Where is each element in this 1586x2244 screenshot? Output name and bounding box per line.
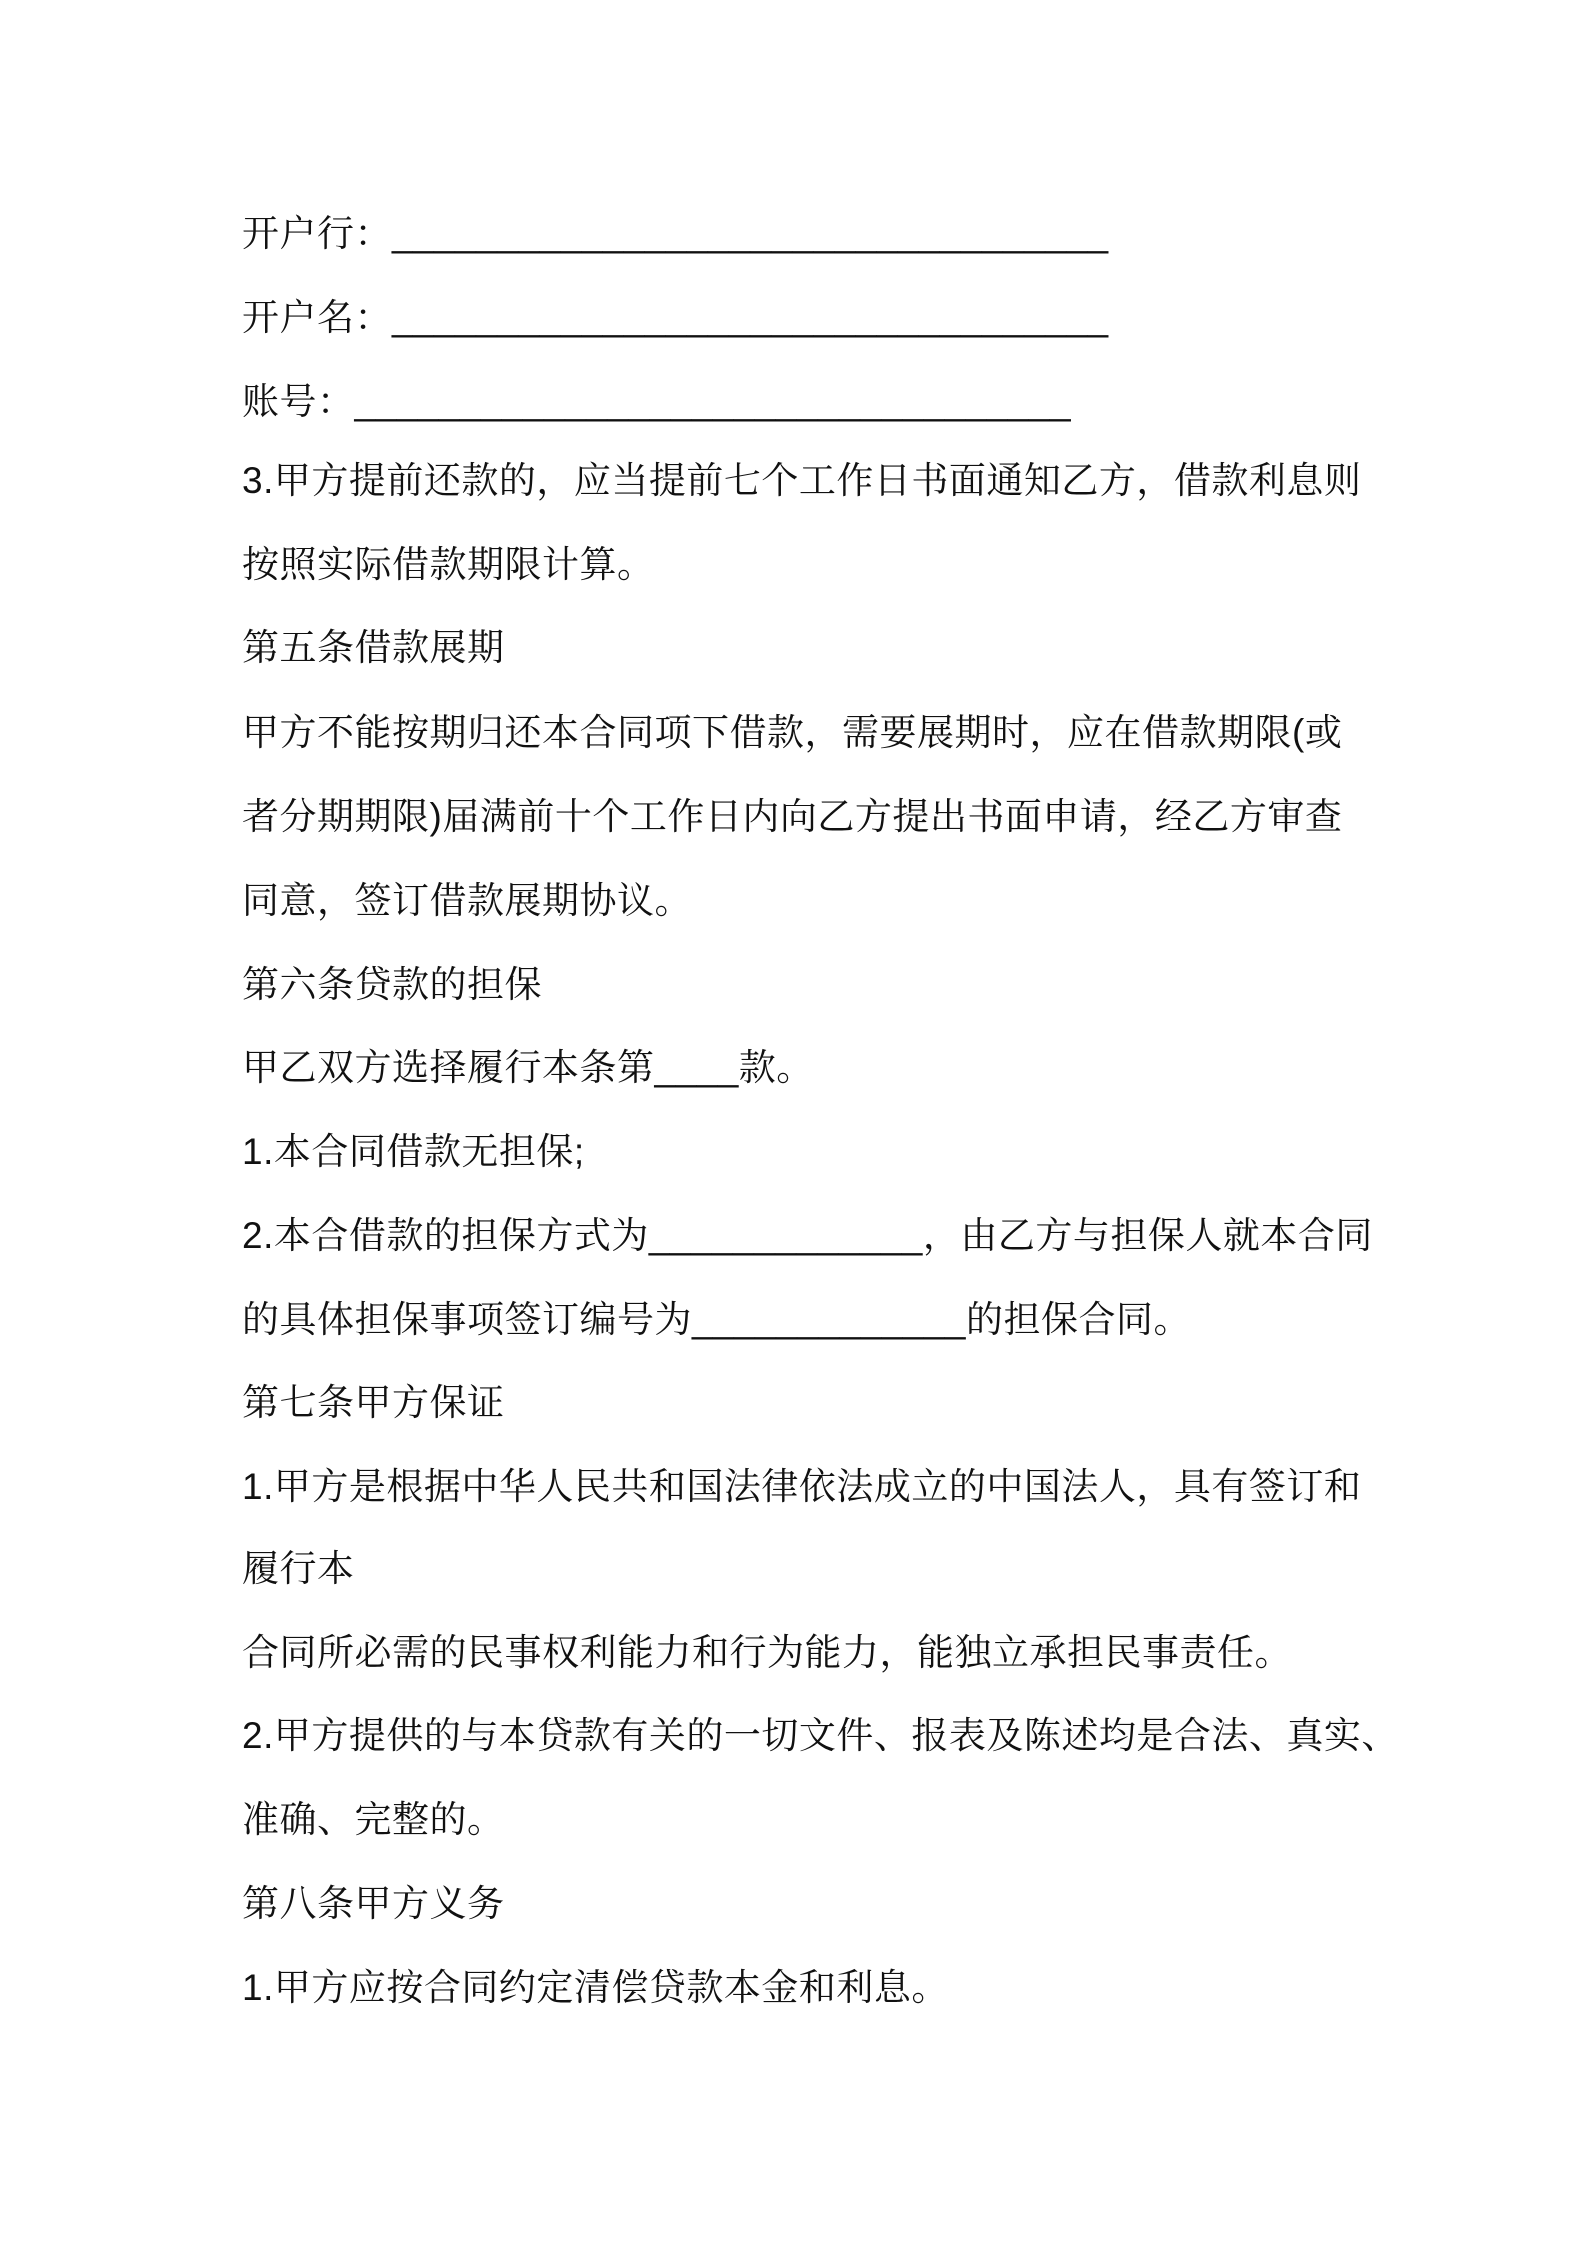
section-heading-article-5: 第五条借款展期	[242, 627, 505, 668]
paragraph-line: 1.甲方应按合同约定清偿贷款本金和利息。	[242, 1967, 949, 2008]
paragraph-line: 的具体担保事项签订编号为_____________的担保合同。	[242, 1299, 1192, 1340]
paragraph-line: 甲方不能按期归还本合同项下借款，需要展期时，应在借款期限(或	[242, 712, 1343, 753]
paragraph-line: 准确、完整的。	[242, 1799, 505, 1840]
paragraph-line: 2.本合借款的担保方式为_____________，由乙方与担保人就本合同	[242, 1215, 1373, 1256]
bank-name-field-line: 开户行：__________________________________	[242, 213, 1109, 254]
paragraph-line: 履行本	[242, 1548, 355, 1589]
paragraph-line: 同意，签订借款展期协议。	[242, 880, 692, 921]
paragraph-line: 1.本合同借款无担保;	[242, 1131, 585, 1172]
paragraph-line: 合同所必需的民事权利能力和行为能力，能独立承担民事责任。	[242, 1632, 1292, 1673]
paragraph-line: 按照实际借款期限计算。	[242, 544, 655, 585]
paragraph-line: 甲乙双方选择履行本条第____款。	[242, 1047, 814, 1088]
account-name-field-line: 开户名：__________________________________	[242, 297, 1109, 338]
section-heading-article-8: 第八条甲方义务	[242, 1883, 505, 1924]
paragraph-line: 2.甲方提供的与本贷款有关的一切文件、报表及陈述均是合法、真实、	[242, 1715, 1399, 1756]
section-heading-article-6: 第六条贷款的担保	[242, 964, 542, 1005]
account-number-field-line: 账号：__________________________________	[242, 381, 1072, 422]
paragraph-line: 3.甲方提前还款的，应当提前七个工作日书面通知乙方，借款利息则	[242, 460, 1362, 501]
paragraph-line: 1.甲方是根据中华人民共和国法律依法成立的中国法人，具有签订和	[242, 1466, 1362, 1507]
section-heading-article-7: 第七条甲方保证	[242, 1382, 505, 1423]
paragraph-line: 者分期期限)届满前十个工作日内向乙方提出书面申请，经乙方审查	[242, 796, 1343, 837]
